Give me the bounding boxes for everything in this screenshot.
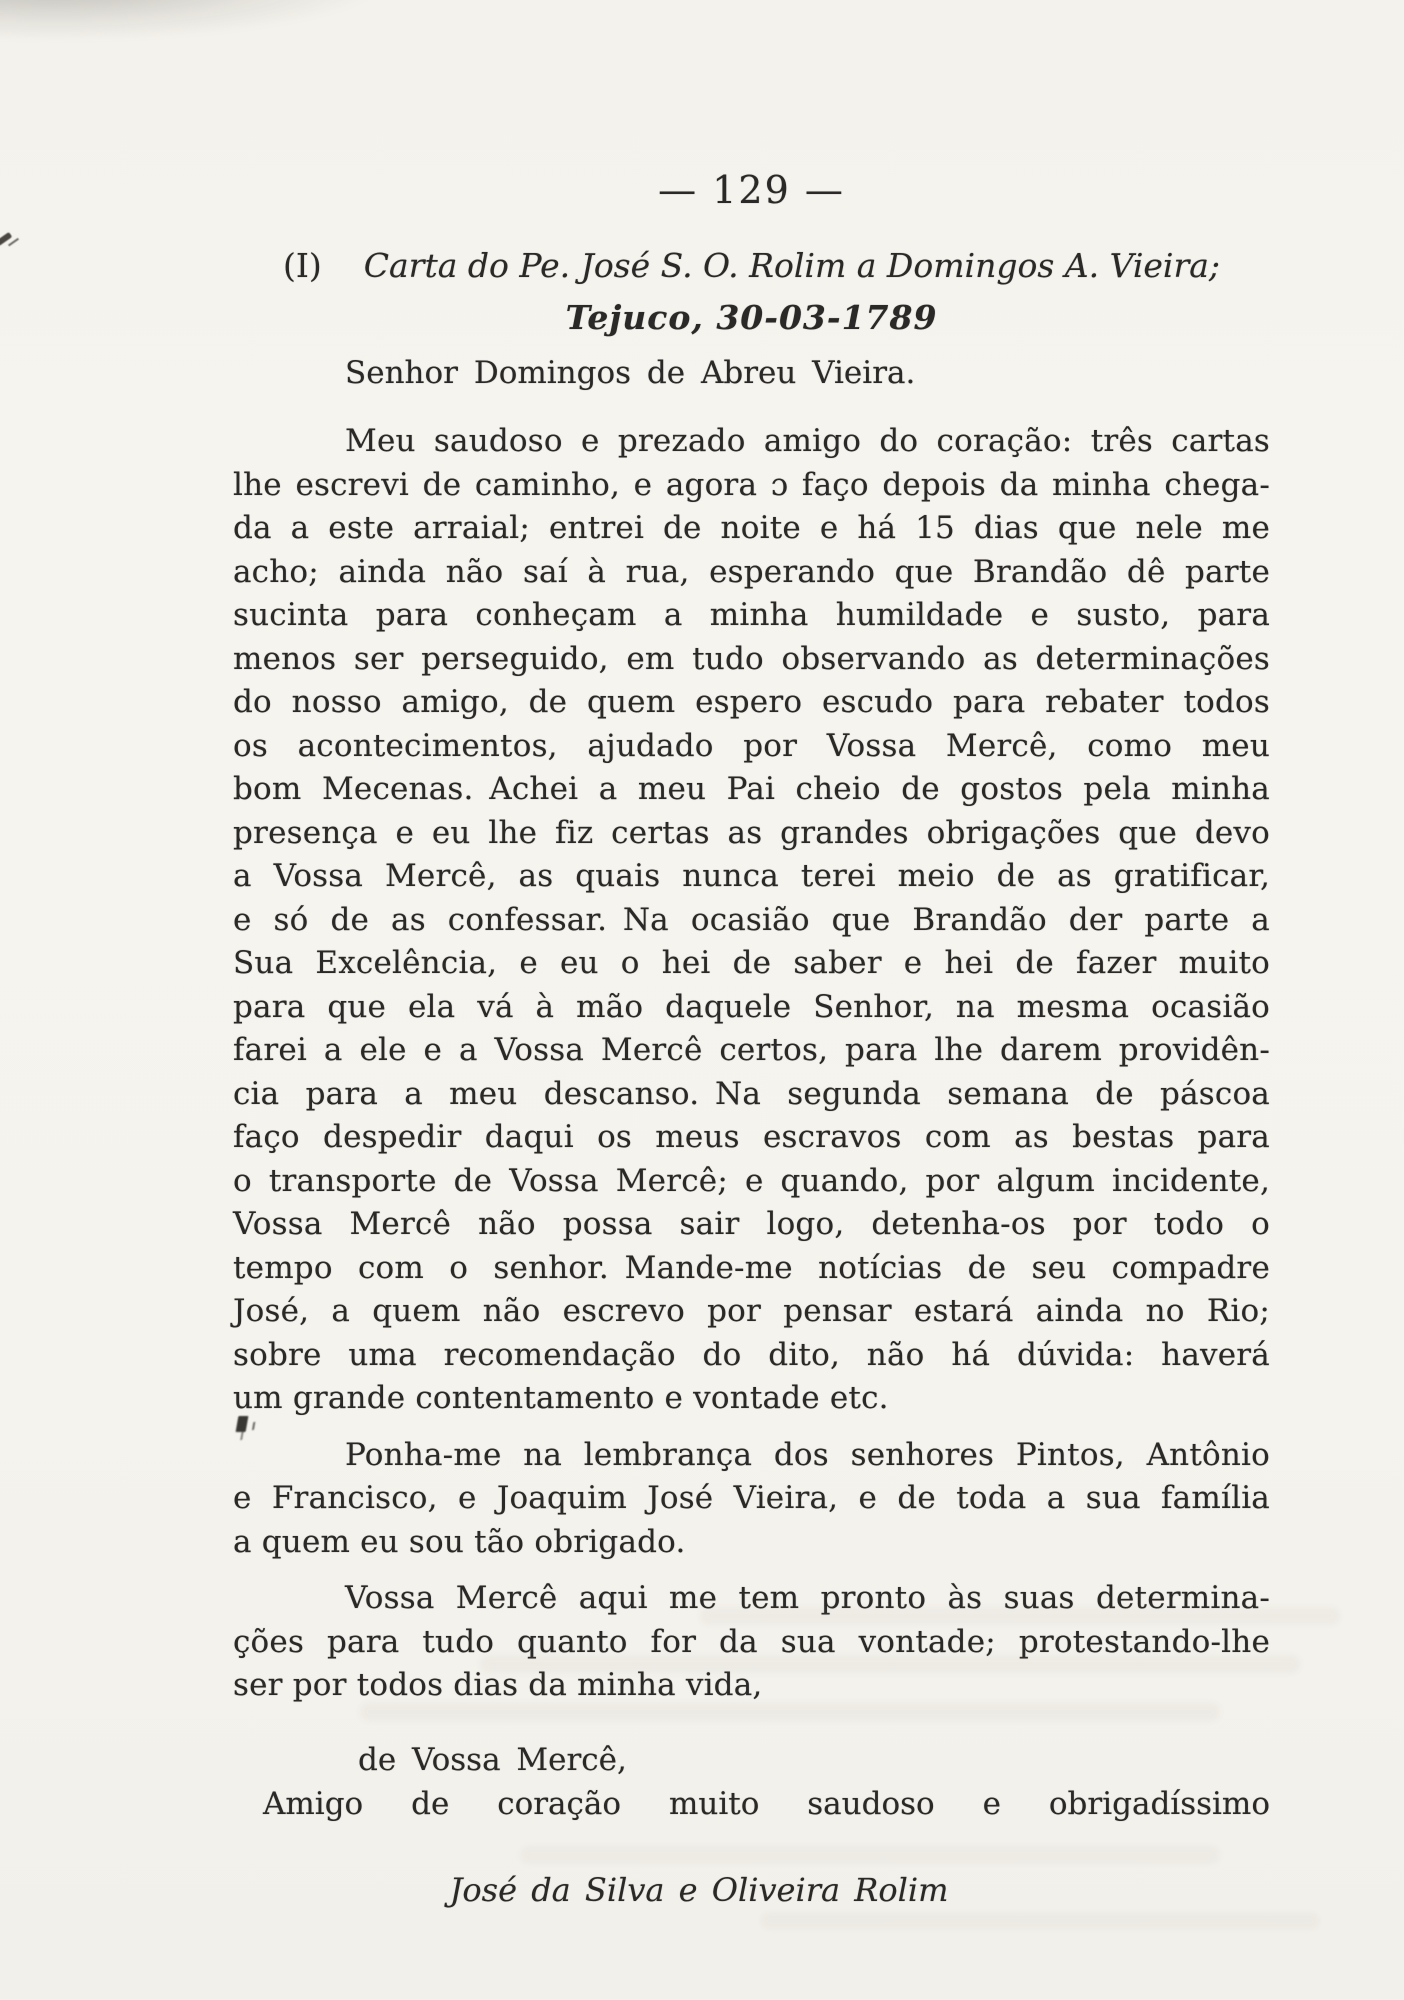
page-number: — 129 — (658, 168, 845, 212)
text-line: para que ela vá à mão daquele Senhor, na mesma ocasião (233, 988, 1270, 1025)
text-line: menos ser perseguido, em tudo observando as determinações (233, 640, 1270, 677)
text-line: da a este arraial; entrei de noite e há 15 dias que nele me (233, 510, 1270, 546)
paragraph (233, 1434, 1270, 1565)
text-line: sobre uma recomendação do dito, não há dúvida: haverá (233, 1336, 1270, 1373)
scan-edge-mark (0, 232, 12, 246)
text-line: tempo com o senhor. Mande-me notícias de seu compadre (233, 1249, 1270, 1286)
text-line: Ponha-me na lembrança dos senhores Pintos, Antônio (345, 1436, 1270, 1473)
text-line: o transporte de Vossa Mercê; e quando, por algum incidente, (233, 1162, 1270, 1199)
closing-line-1: de Vossa Mercê, (358, 1742, 627, 1778)
text-line: acho; ainda não saí à rua, esperando que Brandão dê parte (233, 553, 1270, 590)
text-line: e Francisco, e Joaquim José Vieira, e de toda a sua família (233, 1480, 1270, 1516)
text-line: Sua Excelência, e eu o hei de saber e hei de fazer muito (233, 945, 1270, 981)
text-line: farei a ele e a Vossa Mercê certos, para lhe darem providên- (233, 1032, 1270, 1068)
letter-dateline: Tejuco, 30-03-1789 (565, 298, 938, 337)
text-line: lhe escrevi de caminho, e agora ɔ faço depois da minha chega- (233, 466, 1270, 503)
paragraph (233, 420, 1270, 1421)
page-show-through (360, 1703, 1220, 1721)
text-line: do nosso amigo, de quem espero escudo para rebater todos (233, 684, 1270, 720)
text-line: ções para tudo quanto for da sua vontade; protestando-lhe (233, 1623, 1270, 1660)
text-line: Vossa Mercê não possa sair logo, detenha-os por todo o (233, 1206, 1270, 1242)
text-line: os acontecimentos, ajudado por Vossa Mercê, como meu (233, 727, 1270, 764)
letter-heading-line1 (233, 244, 1270, 288)
salutation: Senhor Domingos de Abreu Vieira. (345, 355, 916, 391)
letter-heading (233, 244, 1270, 340)
page-show-through (520, 1846, 1220, 1864)
text-line: Vossa Mercê aqui me tem pronto às suas determina- (345, 1580, 1270, 1616)
letter-title: Carta do Pe. José S. O. Rolim a Domingos A. Vieira; (363, 246, 1221, 285)
text-line: José, a quem não escrevo por pensar estará ainda no Rio; (233, 1293, 1270, 1329)
closing-line-2: Amigo de coração muito saudoso e obrigadíssimo (263, 1786, 1270, 1822)
text-line: e só de as confessar. Na ocasião que Brandão der parte a (233, 901, 1270, 938)
page-show-through (480, 1655, 1300, 1673)
text-line: sucinta para conheçam a minha humildade e susto, para (233, 597, 1270, 633)
text-line: ser por todos dias da minha vida, (233, 1667, 763, 1703)
page-show-through (700, 1607, 1340, 1625)
text-line: a Vossa Mercê, as quais nunca terei meio de as gratificar, (233, 858, 1270, 894)
text-line: um grande contentamento e vontade etc. (233, 1380, 889, 1416)
page-show-through (760, 1912, 1320, 1930)
paragraph (233, 1577, 1270, 1708)
scan-smudge (0, 0, 390, 42)
closing (233, 1738, 1270, 1826)
text-line: presença e eu lhe fiz certas as grandes obrigações que devo (233, 814, 1270, 851)
signature: José da Silva e Oliveira Rolim (449, 1871, 949, 1909)
text-line: Meu saudoso e prezado amigo do coração: três cartas (345, 423, 1270, 459)
text-line: bom Mecenas. Achei a meu Pai cheio de gostos pela minha (233, 771, 1270, 807)
text-line: cia para a meu descanso. Na segunda semana de páscoa (233, 1075, 1270, 1112)
letter-body (233, 420, 1270, 1708)
text-line: a quem eu sou tão obrigado. (233, 1523, 686, 1560)
text-line: faço despedir daqui os meus escravos com as bestas para (233, 1119, 1270, 1155)
letter-index: (I) (282, 246, 322, 285)
